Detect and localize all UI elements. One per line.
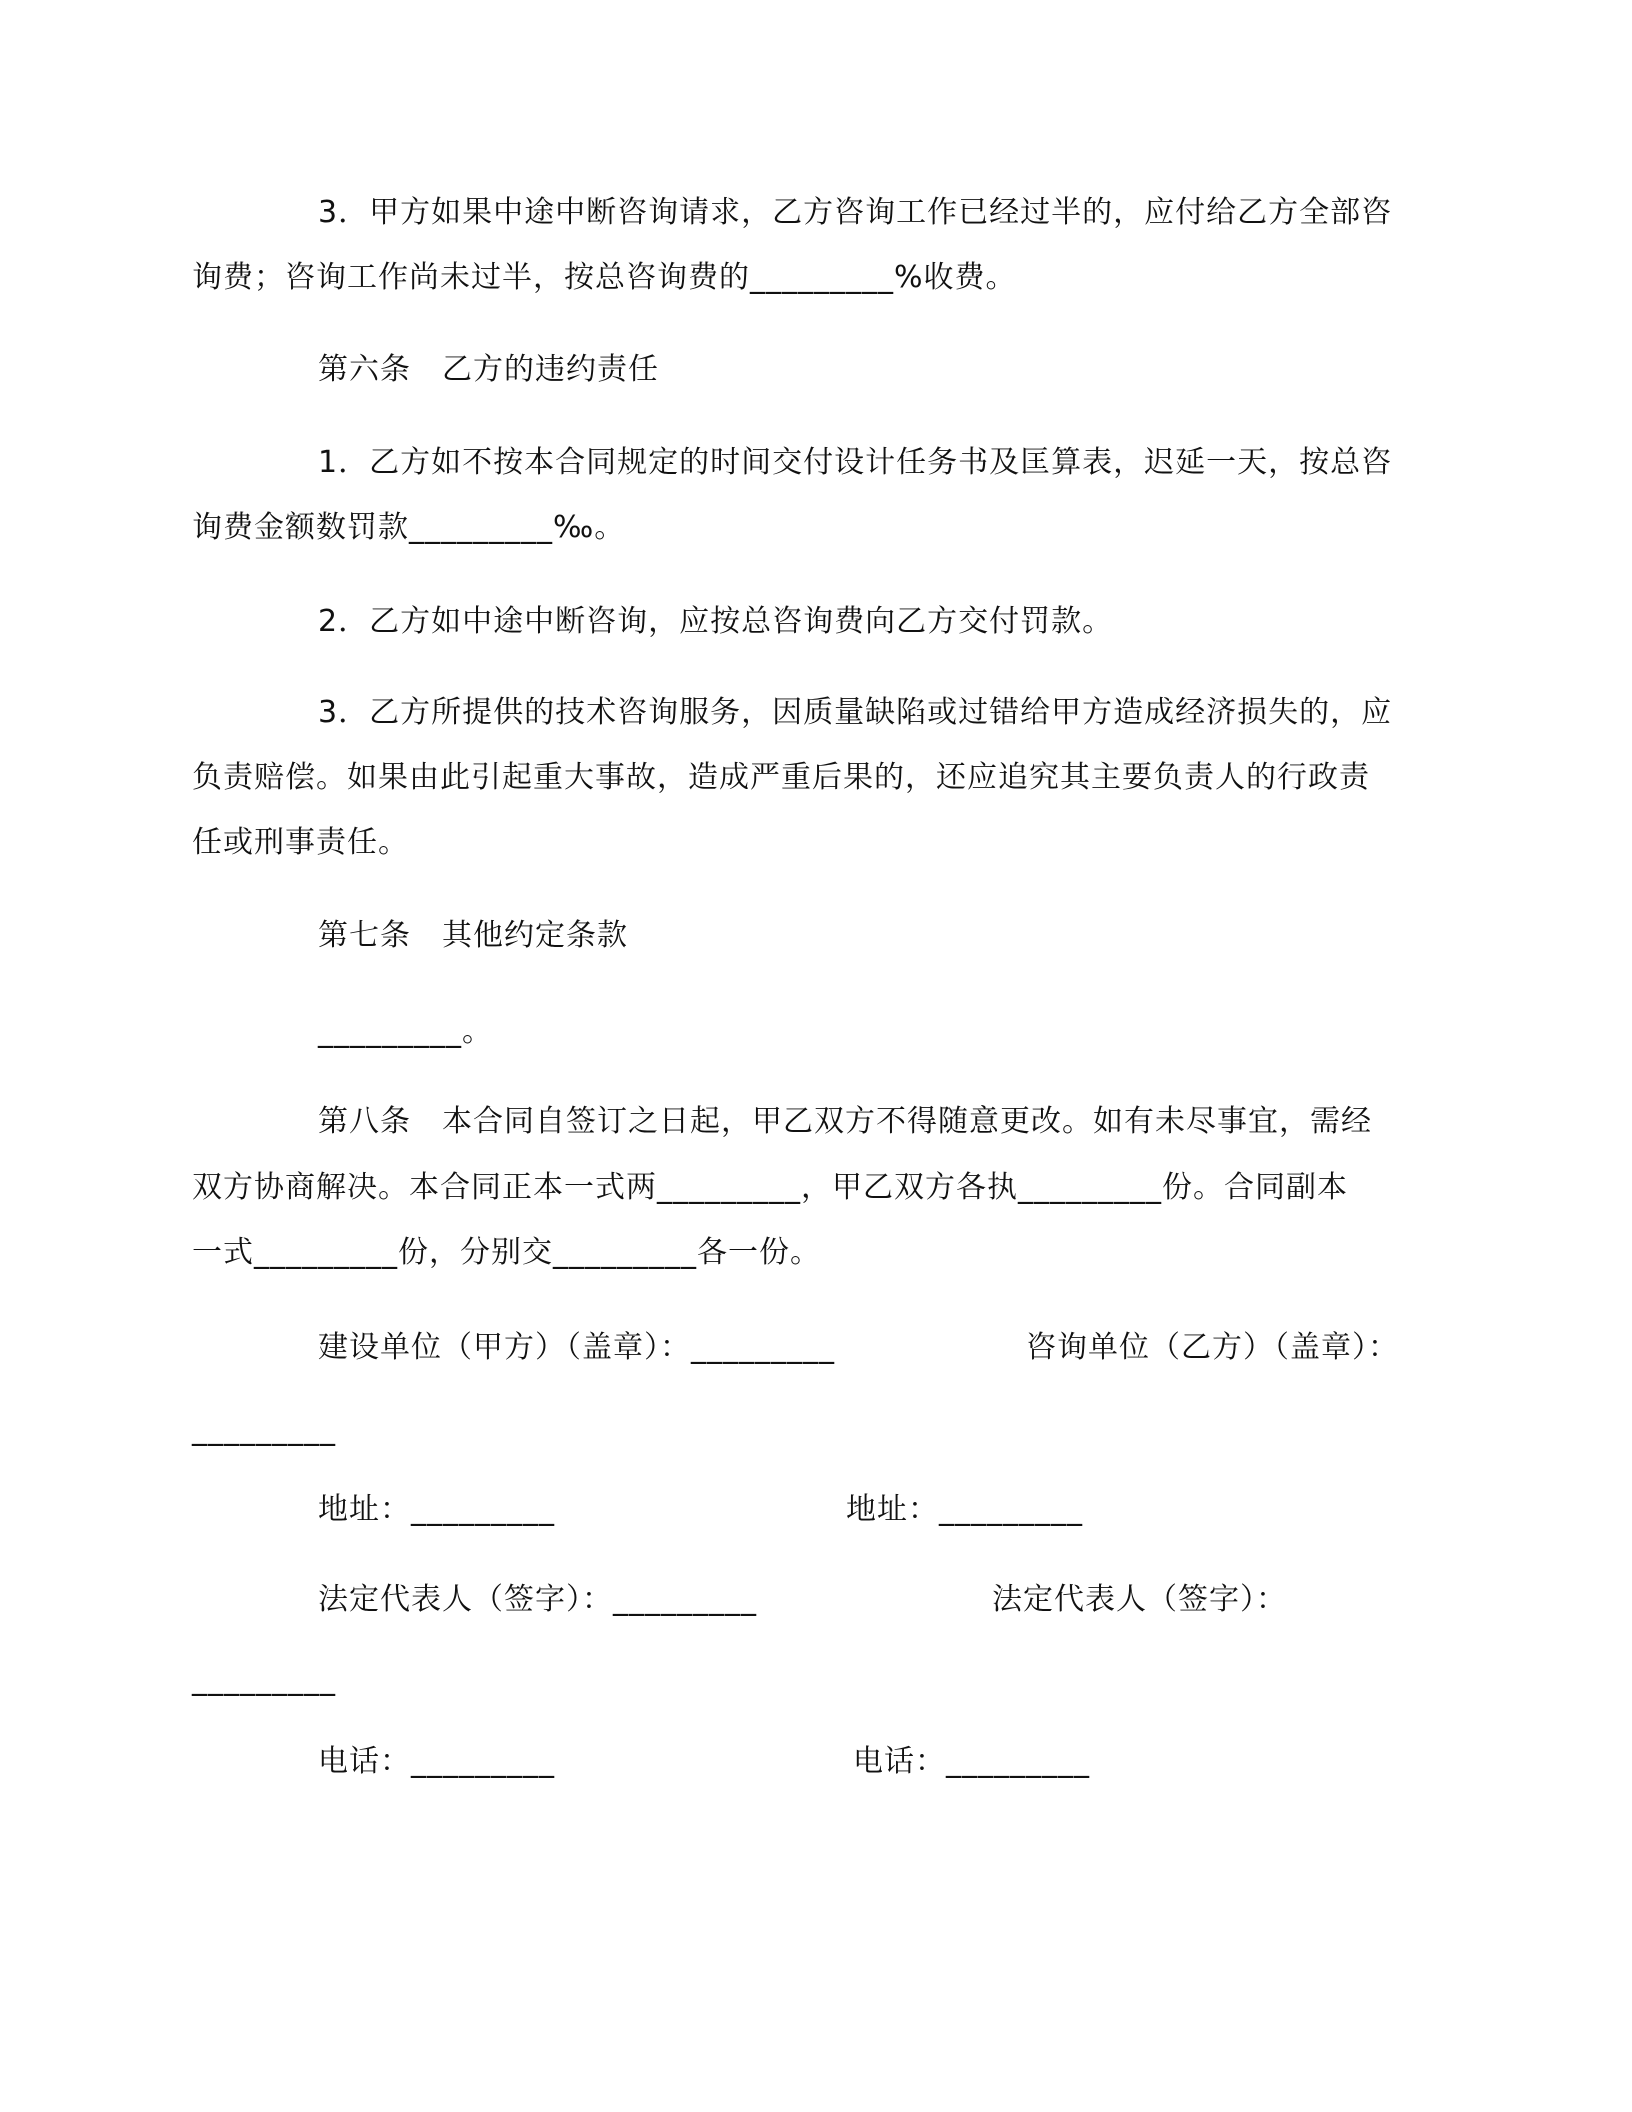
party-a-representative: 法定代表人（签字）：_________: [318, 1582, 757, 1617]
party-b-unit: 咨询单位（乙方）（盖章）：: [1026, 1330, 1399, 1365]
article6-item1-line1: 1．乙方如不按本合同规定的时间交付设计任务书及匡算表，迟延一天，按总咨: [318, 445, 1393, 480]
party-b-unit-blank: _________: [192, 1412, 336, 1447]
article6-item3-line2: 负责赔偿。如果由此引起重大事故，造成严重后果的，还应追究其主要负责人的行政责: [192, 760, 1370, 795]
article8-line3: 一式_________份，分别交_________各一份。: [192, 1235, 821, 1270]
article8-line1: 第八条 本合同自签订之日起，甲乙双方不得随意更改。如有未尽事宜，需经: [318, 1104, 1372, 1139]
clause5-item3-line2: 询费；咨询工作尚未过半，按总咨询费的_________%收费。: [192, 260, 1017, 295]
article8-line2: 双方协商解决。本合同正本一式两_________，甲乙双方各执_________份。合同副本: [192, 1170, 1348, 1205]
party-b-phone: 电话：_________: [853, 1744, 1090, 1779]
party-a-phone: 电话：_________: [318, 1744, 555, 1779]
party-a-address: 地址：_________: [318, 1492, 555, 1527]
party-a-unit: 建设单位（甲方）（盖章）：_________: [318, 1330, 835, 1365]
article6-heading: 第六条 乙方的违约责任: [318, 352, 659, 387]
article7-blank: _________。: [318, 1014, 493, 1049]
article6-item2: 2．乙方如中途中断咨询，应按总咨询费向乙方交付罚款。: [318, 604, 1114, 639]
article6-item3-line1: 3．乙方所提供的技术咨询服务，因质量缺陷或过错给甲方造成经济损失的，应: [318, 695, 1393, 730]
clause5-item3-line1: 3．甲方如果中途中断咨询请求，乙方咨询工作已经过半的，应付给乙方全部咨: [318, 195, 1393, 230]
article6-item1-line2: 询费金额数罚款_________‰。: [192, 510, 626, 545]
party-b-representative: 法定代表人（签字）：: [992, 1582, 1287, 1617]
article7-heading: 第七条 其他约定条款: [318, 918, 628, 953]
party-b-representative-blank: _________: [192, 1662, 336, 1697]
party-b-address: 地址：_________: [846, 1492, 1083, 1527]
article6-item3-line3: 任或刑事责任。: [192, 825, 409, 860]
